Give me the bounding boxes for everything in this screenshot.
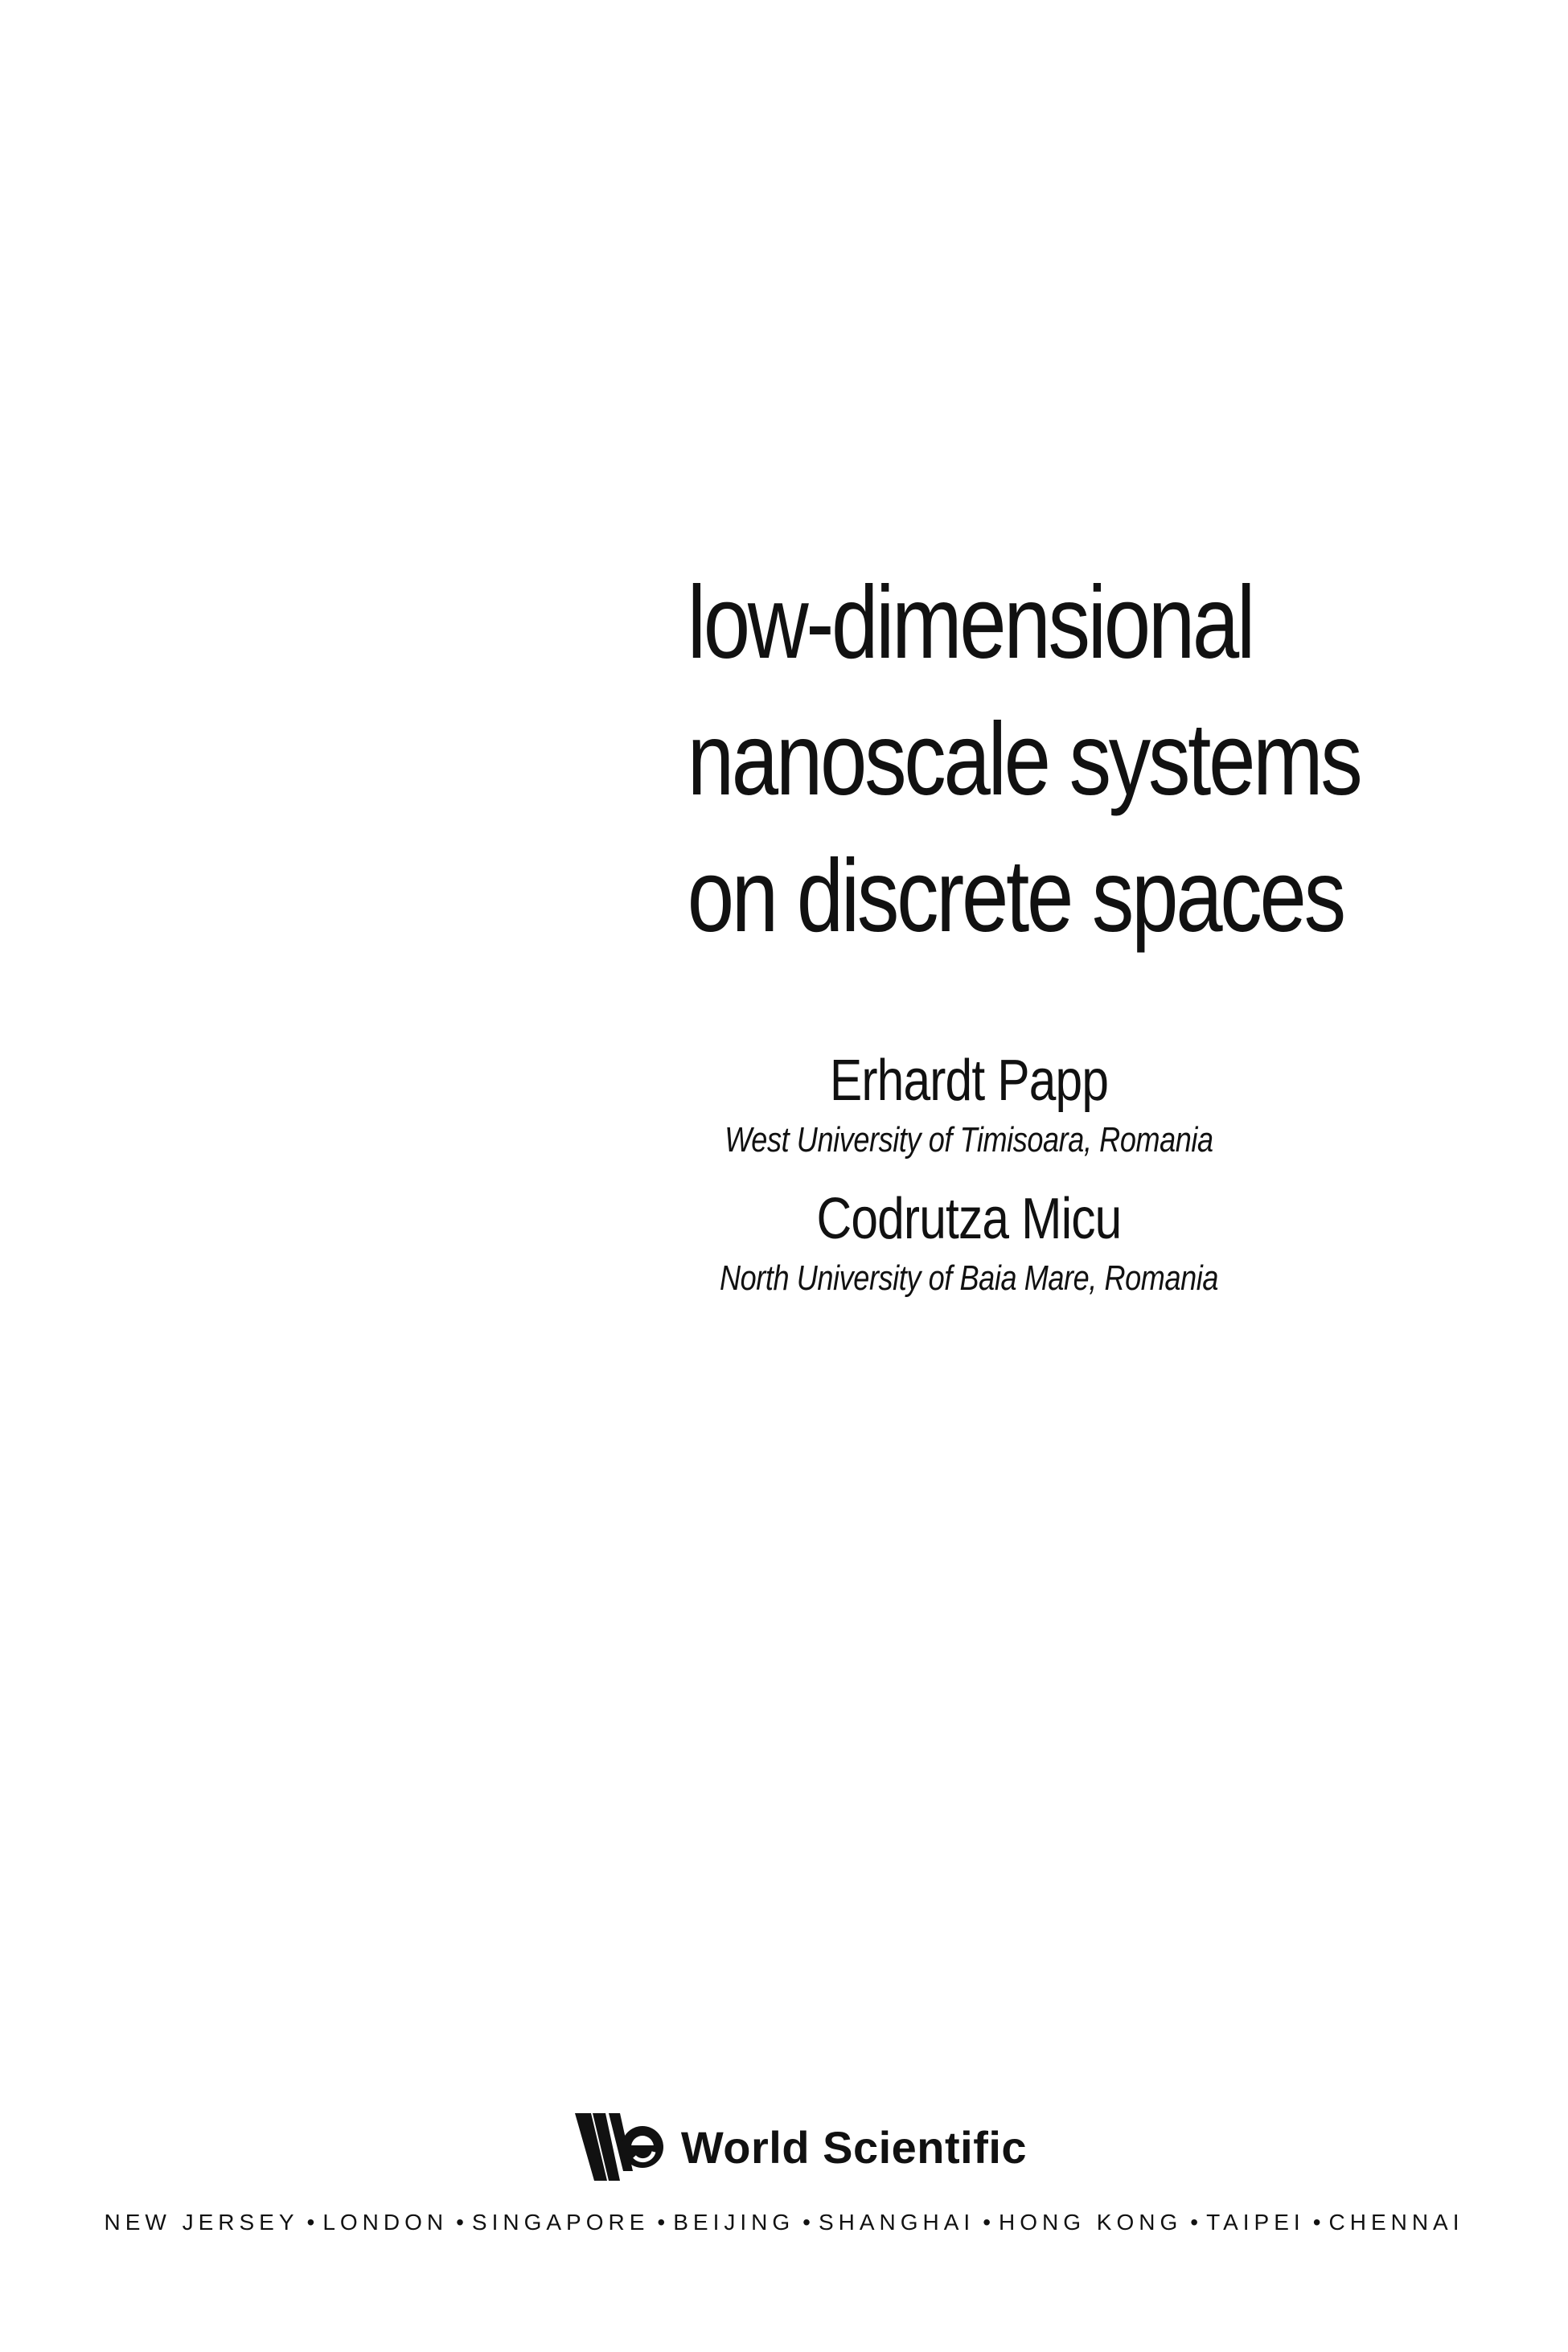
city-separator: •	[306, 2210, 315, 2235]
city-separator: •	[657, 2210, 666, 2235]
city-separator: •	[456, 2210, 464, 2235]
publisher-row	[573, 2107, 1027, 2187]
city-separator: •	[802, 2210, 811, 2235]
city: TAIPEI	[1206, 2210, 1305, 2235]
author-2	[659, 1184, 1279, 1303]
city-separator: •	[1190, 2210, 1199, 2235]
city: CHENNAI	[1328, 2210, 1464, 2235]
city: NEW JERSEY	[104, 2210, 299, 2235]
book-title	[687, 555, 1361, 965]
city: LONDON	[322, 2210, 449, 2235]
author-name: Codrutza Micu	[816, 1187, 1122, 1251]
author-1	[659, 1045, 1279, 1164]
publisher-block	[0, 2107, 1568, 2191]
publisher-name: World Scientific	[680, 2121, 1028, 2173]
title-line-1: low-dimensional	[687, 565, 1254, 680]
title-line-2: nanoscale systems	[687, 702, 1361, 817]
publisher-cities	[0, 2210, 1568, 2235]
author-affiliation: North University of Baia Mare, Romania	[719, 1258, 1219, 1298]
world-scientific-logo-icon	[573, 2107, 670, 2187]
city: HONG KONG	[999, 2210, 1183, 2235]
city: SHANGHAI	[818, 2210, 975, 2235]
city: SINGAPORE	[471, 2210, 650, 2235]
city: BEIJING	[673, 2210, 795, 2235]
city-separator: •	[1312, 2210, 1321, 2235]
city-separator: •	[983, 2210, 991, 2235]
author-affiliation: West University of Timisoara, Romania	[724, 1120, 1213, 1160]
title-line-3: on discrete spaces	[687, 839, 1344, 954]
author-name: Erhardt Papp	[829, 1049, 1109, 1113]
author-list	[659, 1045, 1279, 1303]
